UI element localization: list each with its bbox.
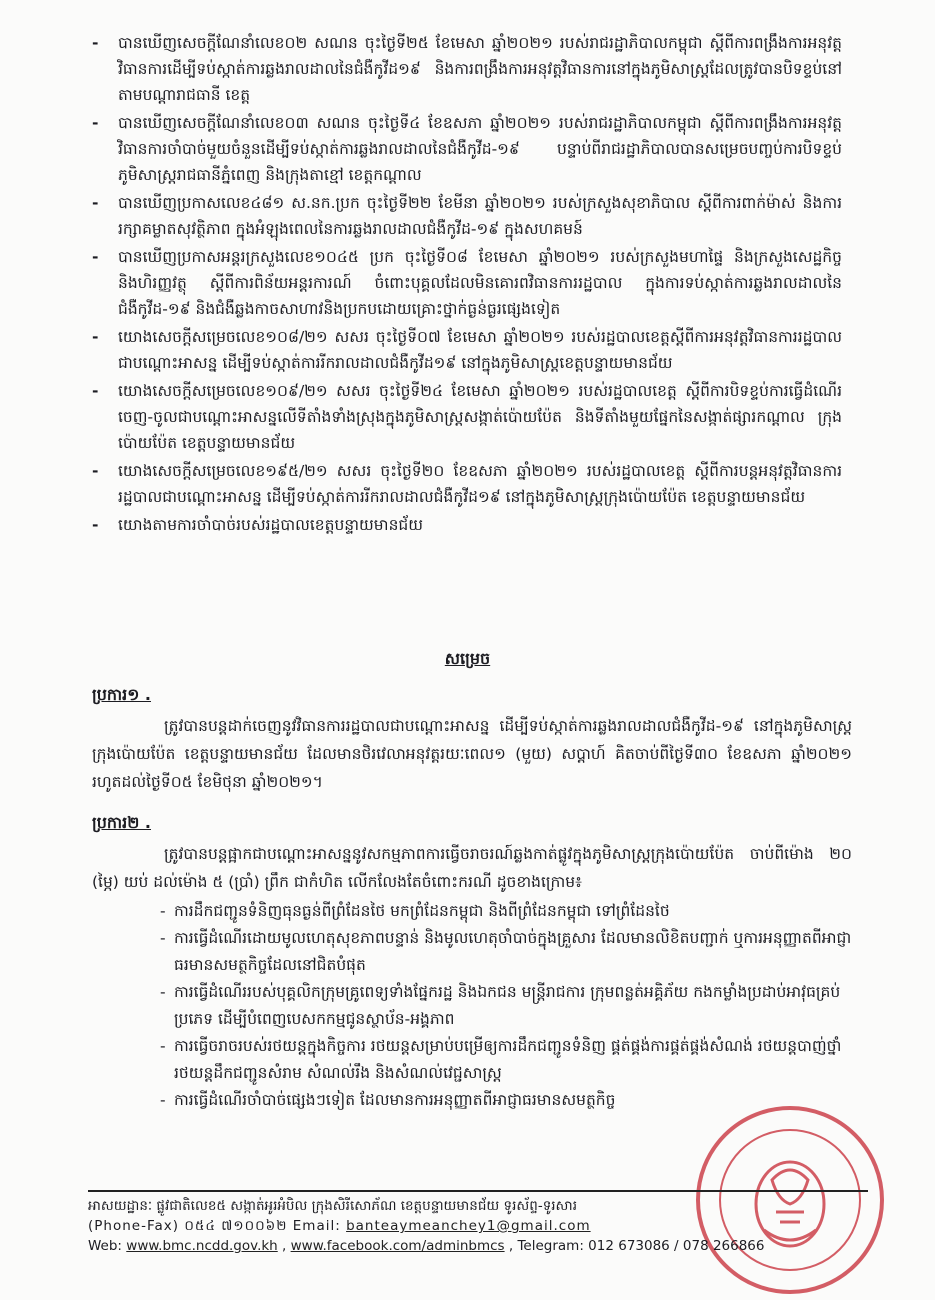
exception-list: [92, 898, 852, 1114]
exception-item: - ការធ្វើដំណើរចាំបាច់ផ្សេងៗទៀត ដែលមានការអនុញ្ញាតពីអាជ្ញាធរមានសមត្ថកិច្ច: [160, 1091, 616, 1109]
preamble-item: - បានឃើញប្រកាសលេខ៤៨១ ស.នក.ប្រក ចុះថ្ងៃទី២២ ខែមីនា ឆ្នាំ២០២១ របស់ក្រសួងសុខាភិបាល ស្តីពីការពាក់ម៉ាស់ និងការរក្សាគម្លាតសុវត្ថិភាព ក្នុងអំឡុងពេលនៃការឆ្លងរាលដាលជំងឺកូវីដ-១៩ ក្នុងសហគមន៍: [92, 194, 842, 238]
exception-item: - ការធ្វើចរាចរបស់រថយន្តក្នុងកិច្ចការ រថយន្តសម្រាប់បម្រើឲ្យការដឹកជញ្ជូនទំនិញ ផ្គត់ផ្គង់ការផ្គត់ផ្គង់សំណង់ រថយន្តបាញ់ថ្នាំ រថយន្តដឹកជញ្ជូនសំរាម សំណល់រឹង និងសំណល់វេជ្ជសាស្ត្រ: [160, 1037, 842, 1082]
article-1-body: ត្រូវបានបន្តដាក់ចេញនូវវិធានការរដ្ឋបាលជាបណ្តោះអាសន្ន ដើម្បីទប់ស្កាត់ការឆ្លងរាលដាលជំងឺកូវីដ-១៩ នៅក្នុងភូមិសាស្ត្រក្រុងប៉ោយប៉ែត ខេត្តបន្ទាយមានជ័យ ដែលមានថិរវេលាអនុវត្តរយៈពេល១ (មួយ) សប្តាហ៍ គិតចាប់ពីថ្ងៃទី៣០ ខែឧសភា ឆ្នាំ២០២១ រហូតដល់ថ្ងៃទី០៥ ខែមិថុនា ឆ្នាំ២០២១។: [92, 717, 852, 791]
decision-title: សម្រេច: [444, 649, 491, 668]
preamble-item: - បានឃើញសេចក្តីណែនាំលេខ០៣ សណន ចុះថ្ងៃទី៤ ខែឧសភា ឆ្នាំ២០២១ របស់រាជរដ្ឋាភិបាលកម្ពុជា ស្តីពីការពង្រឹងការអនុវត្តវិធានការចាំបាច់មួយចំនួនដើម្បីទប់ស្កាត់ការឆ្លងរាលដាលនៃជំងឺកូវីដ-១៩ បន្ទាប់ពីរាជរដ្ឋាភិបាលបានសម្រេចបញ្ចប់ការបិទខ្ទប់ភូមិសាស្ត្ររាជធានីភ្នំពេញ និងក្រុងតាខ្មៅ ខេត្តកណ្តាល: [92, 114, 842, 184]
article-1-heading: ប្រការ១ .: [92, 685, 151, 704]
preamble-item: - យោងសេចក្តីសម្រេចលេខ១០៩/២១ សសរ ចុះថ្ងៃទី២៤ ខែមេសា ឆ្នាំ២០២១ របស់រដ្ឋបាលខេត្ត ស្តីពីការបិទខ្ទប់ការធ្វើដំណើរចេញ-ចូលជាបណ្តោះអាសន្នលើទីតាំងទាំងស្រុងក្នុងភូមិសាស្ត្រសង្កាត់ប៉ោយប៉ែត និងទីតាំងមួយផ្នែកនៃសង្កាត់ផ្សារកណ្តាល ក្រុងប៉ោយប៉ែត ខេត្តបន្ទាយមានជ័យ: [92, 382, 842, 452]
article-2-heading: ប្រការ២ .: [92, 813, 151, 832]
footer-address: អាសយដ្ឋានៈ ផ្លូវជាតិលេខ៥ សង្កាត់អូរអំបិល ក្រុងសិរីសោភ័ណ ខេត្តបន្ទាយមានជ័យ ទូរស័ព្ទ-ទូរសារ: [88, 1198, 577, 1214]
exception-item: - ការធ្វើដំណើរដោយមូលហេតុសុខភាពបន្ទាន់ និងមូលហេតុចាំបាច់ក្នុងគ្រួសារ ដែលមានលិខិតបញ្ជាក់ ឬការអនុញ្ញាតពីអាជ្ញាធរមានសមត្ថកិច្ចដែលនៅជិតបំផុត: [160, 929, 852, 974]
preamble-item: - យោងតាមការចាំបាច់របស់រដ្ឋបាលខេត្តបន្ទាយមានជ័យ: [92, 516, 424, 534]
letterhead-footer: [88, 1190, 868, 1256]
article-1: [92, 684, 852, 796]
telegram-numbers: 012 673086 / 078 266866: [588, 1238, 765, 1254]
article-2: [92, 812, 852, 1114]
preamble-item: - យោងសេចក្តីសម្រេចលេខ១០៨/២១ សសរ ចុះថ្ងៃទី០៧ ខែមេសា ឆ្នាំ២០២១ របស់រដ្ឋបាលខេត្តស្តីពីការអនុវត្តវិធានការរដ្ឋបាលជាបណ្តោះអាសន្ន ដើម្បីទប់ស្កាត់ការរីករាលដាលជំងឺកូវីដ១៩ នៅក្នុងភូមិសាស្ត្រខេត្តបន្ទាយមានជ័យ: [92, 328, 842, 372]
exception-item: - ការធ្វើដំណើររបស់បុគ្គលិកក្រុមគ្រូពេទ្យទាំងផ្នែករដ្ឋ និងឯកជន មន្ត្រីរាជការ ក្រុមពន្លត់អគ្គិភ័យ កងកម្លាំងប្រដាប់អាវុធគ្រប់ប្រភេទ ដើម្បីបំពេញបេសកកម្មជូនស្ថាប័ន-អង្គភាព: [160, 983, 841, 1028]
preamble-item: - យោងសេចក្តីសម្រេចលេខ១៩៥/២១ សសរ ចុះថ្ងៃទី២០ ខែឧសភា ឆ្នាំ២០២១ របស់រដ្ឋបាលខេត្ត ស្តីពីការបន្តអនុវត្តវិធានការរដ្ឋបាលជាបណ្តោះអាសន្ន ដើម្បីទប់ស្កាត់ការរីករាលដាលជំងឺកូវីដ១៩ នៅក្នុងភូមិសាស្ត្រក្រុងប៉ោយប៉ែត ខេត្តបន្ទាយមានជ័យ: [92, 462, 842, 506]
article-2-body: ត្រូវបានបន្តផ្អាកជាបណ្តោះអាសន្ននូវសកម្មភាពការធ្វើចរាចរណ៍ឆ្លងកាត់ផ្លូវក្នុងភូមិសាស្ត្រក្រុងប៉ោយប៉ែត ចាប់ពីម៉ោង ២០ (ម្ភៃ) យប់ ដល់ម៉ោង ៥ (ប្រាំ) ព្រឹក ជាកំហិត លើកលែងតែចំពោះករណី ដូចខាងក្រោម៖: [92, 845, 852, 891]
email-link[interactable]: banteaymeanchey1@gmail.com: [346, 1218, 591, 1234]
footer-contact: (Phone-Fax) ០៥៤ ៧១០០៦២ Email: banteaymeanchey1@gmail.com: [88, 1218, 591, 1234]
preamble-list: [92, 30, 842, 540]
preamble-item: - បានឃើញប្រកាសអន្តរក្រសួងលេខ១០៤៥ ប្រក ចុះថ្ងៃទី០៨ ខែមេសា ឆ្នាំ២០២១ របស់ក្រសួងមហាផ្ទៃ និងក្រសួងសេដ្ឋកិច្ច និងហិរញ្ញវត្ថុ ស្តីពីការពិន័យអន្តរការណ៍ ចំពោះបុគ្គលដែលមិនគោរពវិធានការរដ្ឋបាល ក្នុងការទប់ស្កាត់ការឆ្លងរាលដាលនៃជំងឺកូវីដ-១៩ និងជំងឺឆ្លងកាចសាហាវនិងប្រកបដោយគ្រោះថ្នាក់ធ្ងន់ធ្ងរផ្សេងទៀត: [92, 248, 842, 318]
preamble-item: - បានឃើញសេចក្តីណែនាំលេខ០២ សណន ចុះថ្ងៃទី២៥ ខែមេសា ឆ្នាំ២០២១ របស់រាជរដ្ឋាភិបាលកម្ពុជា ស្តីពីការពង្រឹងការអនុវត្តវិធានការដើម្បីទប់ស្កាត់ការឆ្លងរាលដាលនៃជំងឺកូវីដ១៩ និងការពង្រឹងការអនុវត្តវិធានការនៅក្នុងភូមិសាស្ត្រដែលត្រូវបានបិទខ្ទប់នៅតាមបណ្តារាជធានី ខេត្ត: [92, 34, 842, 104]
website-link[interactable]: www.bmc.ncdd.gov.kh: [126, 1238, 278, 1254]
footer-web: Web: www.bmc.ncdd.gov.kh , www.facebook.com/adminbmcs , Telegram: 012 673086 / 078 266866: [88, 1238, 765, 1254]
exception-item: - ការដឹកជញ្ជូនទំនិញធុនធ្ងន់ពីព្រំដែនថៃ មកព្រំដែនកម្ពុជា និងពីព្រំដែនកម្ពុជា ទៅព្រំដែនថៃ: [160, 902, 670, 920]
facebook-link[interactable]: www.facebook.com/adminbmcs: [290, 1238, 505, 1254]
